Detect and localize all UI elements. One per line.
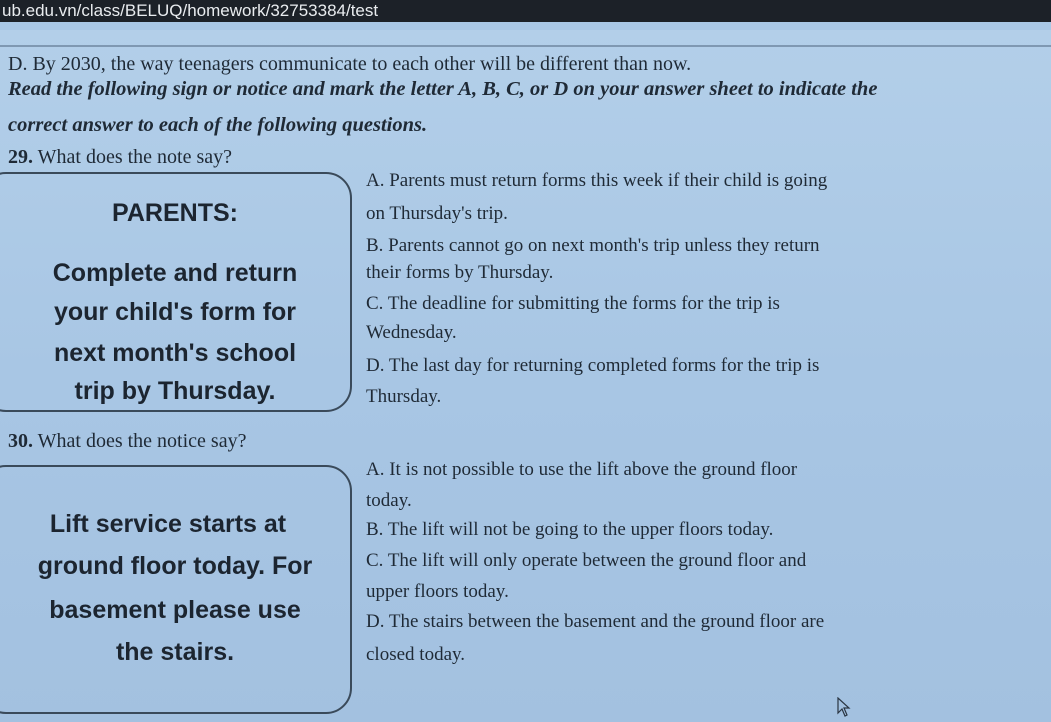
sign-line: ground floor today. For (37, 552, 313, 580)
instruction-line-2: correct answer to each of the following questions. (8, 114, 428, 136)
previous-answer-option: D. By 2030, the way teenagers communicate to each other will be different than now. (8, 53, 692, 75)
option-line: upper floors today. (366, 581, 509, 602)
option-line: Thursday. (366, 386, 442, 407)
question-number: 29. (8, 146, 33, 168)
question-text: What does the notice say? (37, 430, 247, 452)
question-text: What does the note say? (37, 146, 233, 168)
page-divider (0, 45, 1051, 47)
sign-line: Complete and return (52, 259, 298, 287)
option-line: B. Parents cannot go on next month's trip unless they return (366, 235, 820, 256)
sign-line: trip by Thursday. (74, 377, 276, 405)
mouse-pointer-icon (837, 697, 851, 717)
notice-box-lift (0, 465, 352, 714)
option-line: on Thursday's trip. (366, 203, 508, 224)
option-line: today. (366, 490, 412, 511)
option-line: closed today. (366, 644, 466, 665)
question-30 (8, 430, 246, 453)
option-line: B. The lift will not be going to the upper floors today. (366, 519, 774, 540)
sign-line: the stairs. (115, 638, 235, 666)
question-29 (8, 146, 232, 169)
sign-line: next month's school (53, 339, 297, 367)
question-number: 30. (8, 430, 33, 452)
option-line: A. Parents must return forms this week if their child is going (366, 170, 828, 191)
option-line: D. The last day for returning completed forms for the trip is (366, 355, 820, 376)
instruction-line-1: Read the following sign or notice and mark the letter A, B, C, or D on your answer sheet to indicate the (8, 78, 878, 100)
sign-line: PARENTS: (112, 199, 238, 227)
sign-line: basement please use (49, 596, 301, 624)
url-text: ub.edu.vn/class/BELUQ/homework/32753384/test (2, 1, 379, 20)
option-line: their forms by Thursday. (366, 262, 554, 283)
option-line: C. The lift will only operate between the ground floor and (366, 550, 807, 571)
option-line: A. It is not possible to use the lift above the ground floor (366, 459, 798, 480)
option-line: C. The deadline for submitting the forms for the trip is (366, 293, 780, 314)
option-line: Wednesday. (366, 322, 457, 343)
option-line: D. The stairs between the basement and the ground floor are (366, 611, 825, 632)
sign-line: your child's form for (53, 298, 297, 326)
browser-address-bar[interactable] (0, 0, 1051, 22)
sign-line: Lift service starts at (49, 510, 287, 538)
